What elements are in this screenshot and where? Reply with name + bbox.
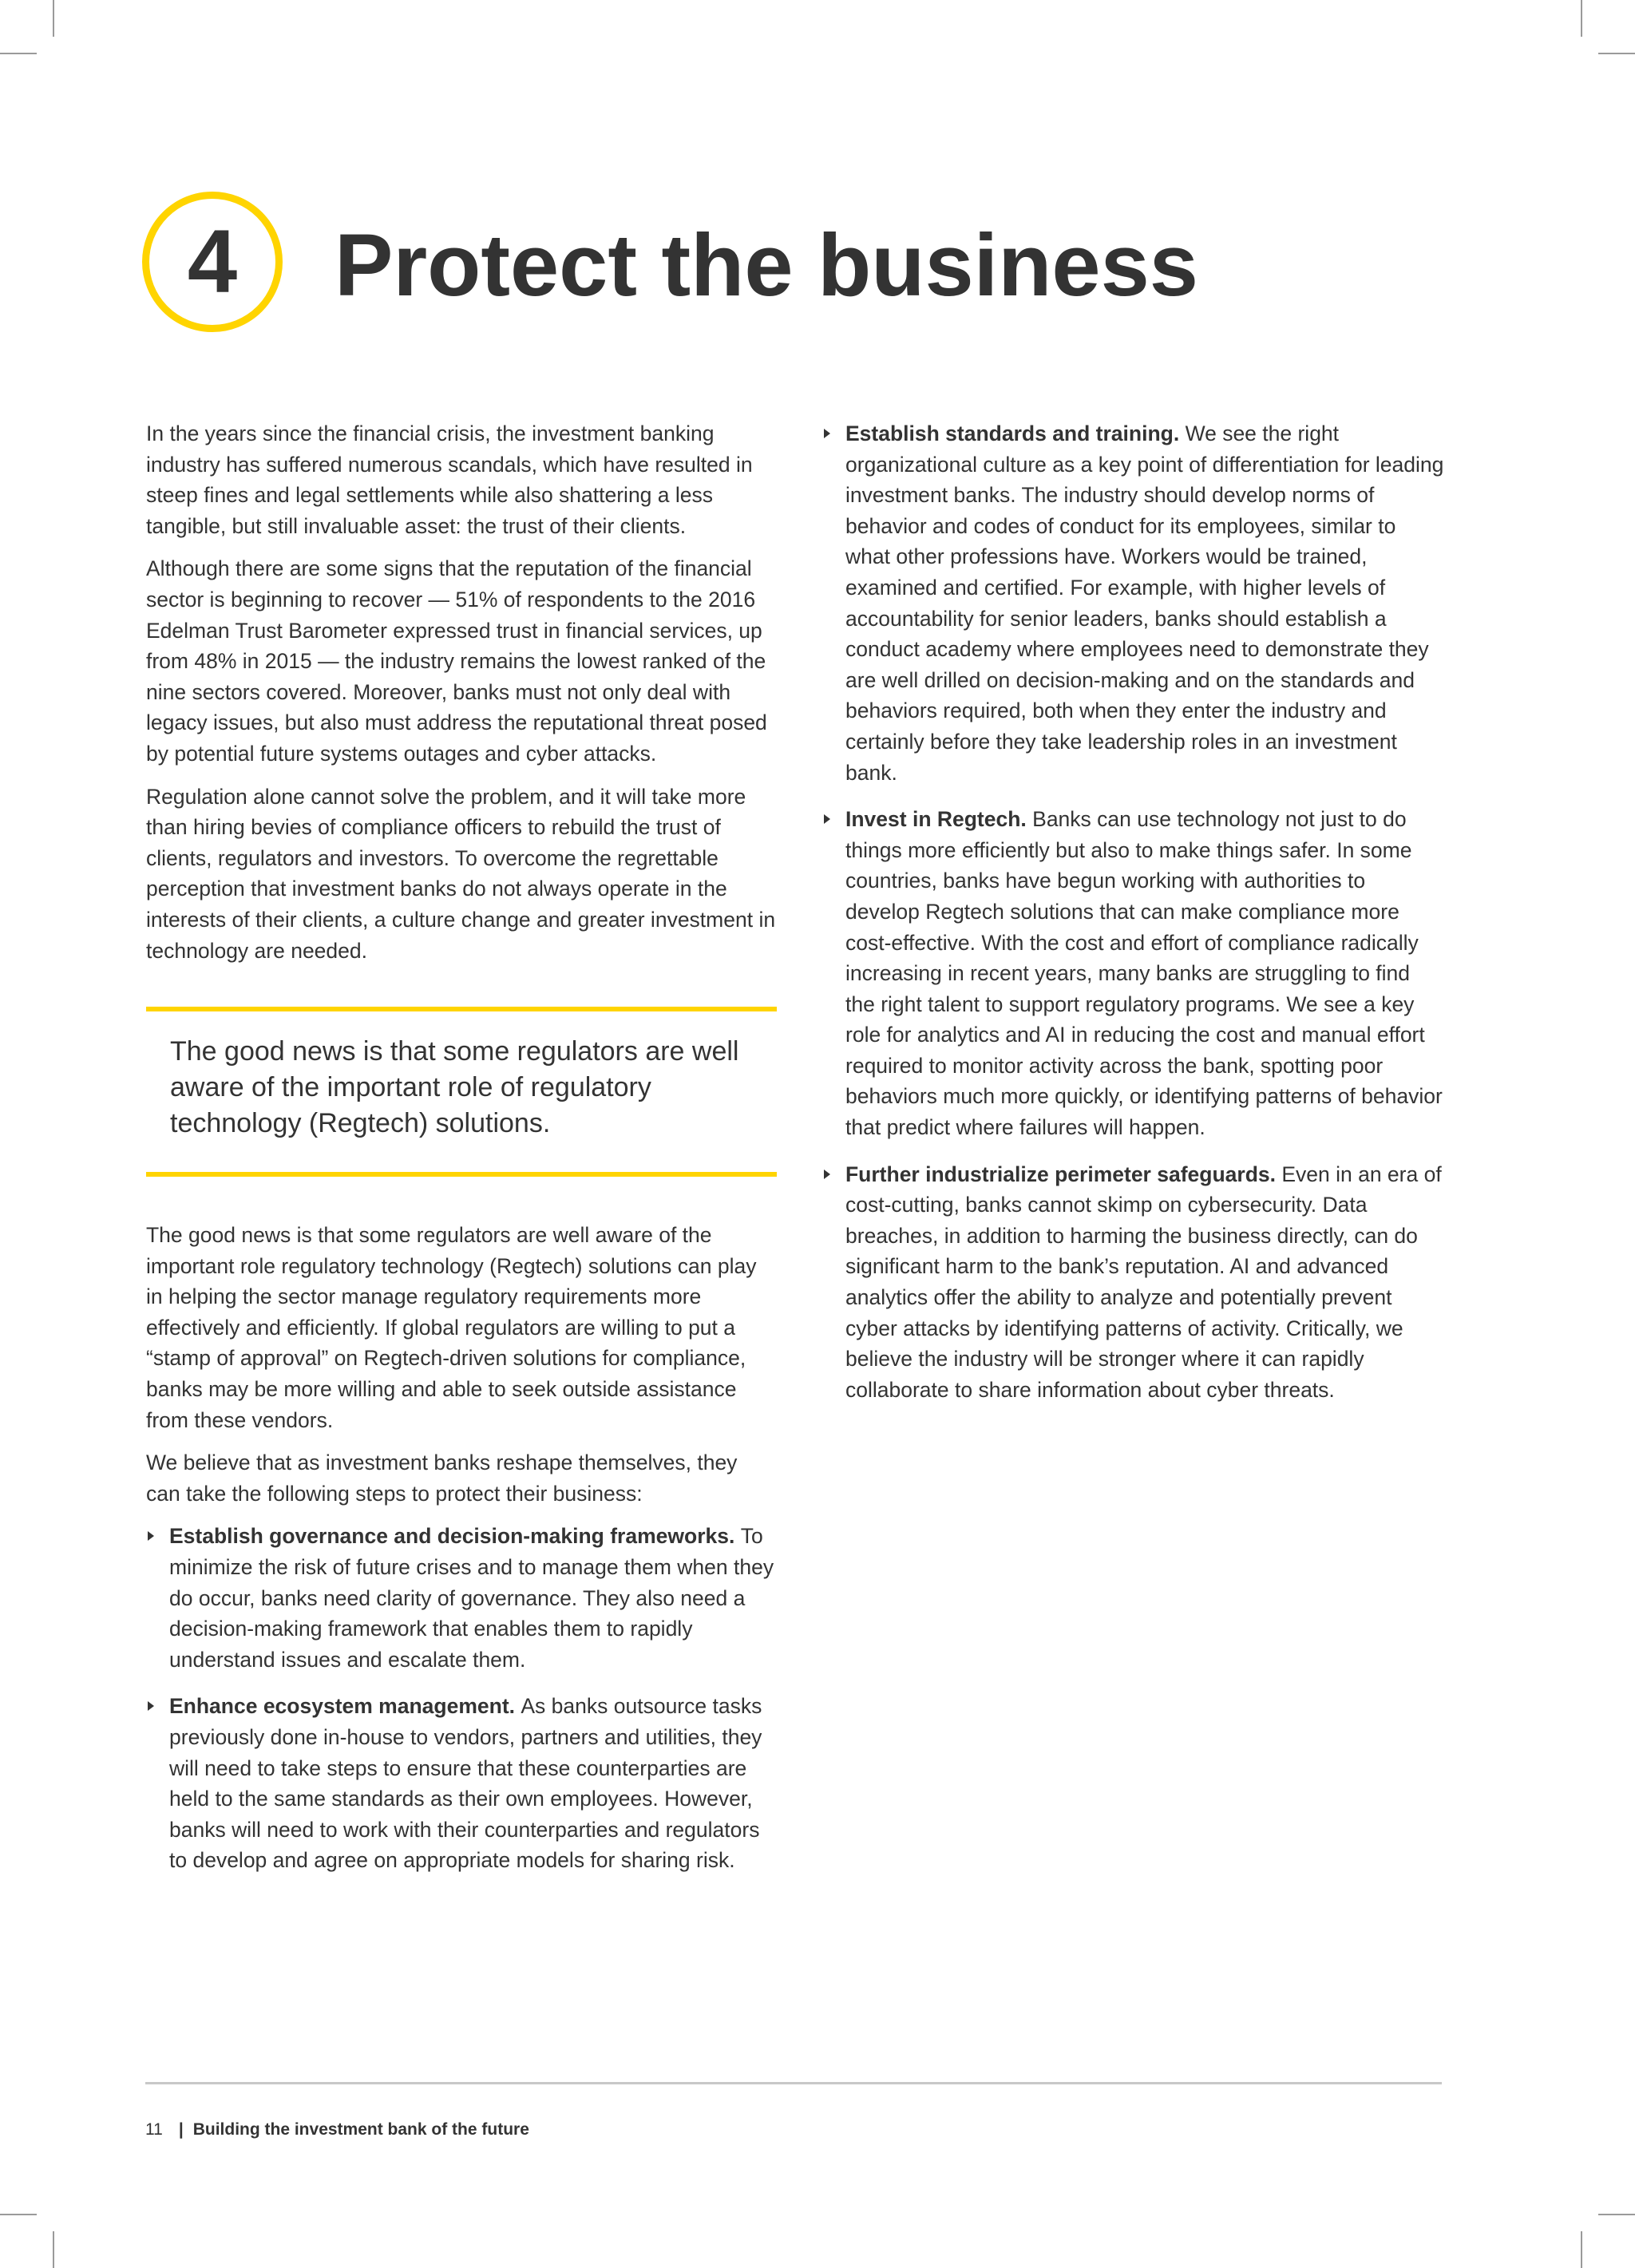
list-item-text: Even in an era of cost-cutting, banks cannot skimp on cybersecurity. Data breaches, in addition to harming the business directly, can do significant harm to the bank’s reputation. AI and advanced analytics offer the ability to analyze and potentially prevent cyber attacks by identifying patterns of activity. Critically, we believe the industry will be stronger where it can rapidly collaborate to share information about cyber threats.	[845, 1162, 1442, 1402]
list-item	[146, 1521, 777, 1675]
triangle-bullet-icon	[824, 429, 830, 438]
crop-mark-bottom-left-vertical	[53, 2231, 54, 2268]
footer-title: Building the investment bank of the future	[192, 2120, 529, 2139]
list-item-lead: Enhance ecosystem management.	[169, 1694, 521, 1719]
list-item-lead: Establish standards and training.	[845, 422, 1186, 445]
triangle-bullet-icon	[148, 1701, 154, 1711]
list-item	[146, 1691, 777, 1876]
list-item-lead: Establish governance and decision-making frameworks.	[169, 1524, 741, 1549]
crop-mark-top-right-horizontal	[1598, 53, 1635, 54]
page-footer	[145, 2120, 529, 2139]
list-item-text: Banks can use technology not just to do things more efficiently but also to make things safer. In some countries, banks have begun working with authorities to develop Regtech solutions that can make compliance more cost-effective. With the cost and effort of compliance radically increasing in recent years, many banks are struggling to find the right talent to support regulatory programs. We see a key role for analytics and AI in reducing the cost and manual effort required to monitor activity across the bank, spotting poor behaviors much more quickly, or identifying patterns of behavior that predict where failures will happen.	[845, 807, 1443, 1140]
crop-mark-top-left-vertical	[53, 0, 54, 37]
body-paragraph: In the years since the financial crisis, the investment banking industry has suffered numerous scandals, which have resulted in steep fines and legal settlements while also shattering a less tangible, but still invaluable asset: the trust of their clients.	[146, 422, 753, 538]
crop-mark-bottom-right-horizontal	[1598, 2214, 1635, 2215]
footer-divider	[145, 2082, 1442, 2084]
triangle-bullet-icon	[148, 1531, 154, 1541]
triangle-bullet-icon	[824, 814, 830, 824]
body-paragraph: The good news is that some regulators are well aware of the important role regulatory technology (Regtech) solutions can play in helping the sector manage regulatory requirements more effectively and efficiently. If global regulators are willing to put a “stamp of approval” on Regtech-driven solutions for compliance, banks may be more willing and able to seek outside assistance from these vendors.	[146, 1223, 757, 1432]
section-number: 4	[187, 212, 238, 311]
crop-mark-bottom-left-horizontal	[0, 2214, 37, 2215]
right-column	[822, 418, 1445, 1421]
section-number-circle	[142, 192, 283, 332]
crop-mark-top-right-vertical	[1581, 0, 1582, 37]
steps-list	[822, 418, 1445, 1405]
list-item-text: We see the right organizational culture as a key point of differentiation for leading investment banks. The industry should develop norms of behavior and codes of conduct for its employees, similar to what other professions have. Workers would be trained, examined and certified. For example, with higher levels of accountability for senior leaders, banks should establish a conduct academy where employees need to demonstrate they are well drilled on decision-making and on the standards and behaviors required, both when they enter the industry and certainly before they take leadership roles in an investment bank.	[845, 422, 1444, 785]
page-title: Protect the business	[335, 216, 1198, 315]
body-paragraph: We believe that as investment banks reshape themselves, they can take the following steps to protect their business:	[146, 1451, 738, 1506]
list-item	[822, 418, 1445, 788]
left-column	[146, 418, 777, 1892]
pull-quote: The good news is that some regulators are well aware of the important role of regulatory technology (Regtech) solutions.	[146, 1007, 777, 1177]
list-item-lead: Invest in Regtech.	[845, 807, 1033, 832]
list-item	[822, 804, 1445, 1143]
list-item	[822, 1159, 1445, 1406]
triangle-bullet-icon	[824, 1170, 830, 1179]
footer-separator: |	[178, 2120, 184, 2139]
crop-mark-top-left-horizontal	[0, 53, 37, 54]
page-number: 11	[145, 2120, 163, 2139]
list-item-text: As banks outsource tasks previously done in-house to vendors, partners and utilities, they will need to take steps to ensure that these counterparties are held to the same standards as their own employees. However, banks will need to work with their counterparties and regulators to develop and agree on appropriate models for sharing risk.	[169, 1694, 762, 1873]
body-paragraph: Although there are some signs that the reputation of the financial sector is beginning to recover — 51% of respondents to the 2016 Edelman Trust Barometer expressed trust in financial services, up from 48% in 2015 — the industry remains the lowest ranked of the nine sectors covered. Moreover, banks must not only deal with legacy issues, but also must address the reputational threat posed by potential future systems outages and cyber attacks.	[146, 556, 767, 766]
list-item-text: To minimize the risk of future crises and to manage them when they do occur, banks need clarity of governance. They also need a decision-making framework that enables them to rapidly understand issues and escalate them.	[169, 1524, 774, 1672]
crop-mark-bottom-right-vertical	[1581, 2231, 1582, 2268]
list-item-lead: Further industrialize perimeter safeguards.	[845, 1162, 1282, 1186]
body-paragraph: Regulation alone cannot solve the problem, and it will take more than hiring bevies of compliance officers to rebuild the trust of clients, regulators and investors. To overcome the regrettable perception that investment banks do not always operate in the interests of their clients, a culture change and greater investment in technology are needed.	[146, 784, 776, 963]
steps-list	[146, 1521, 777, 1876]
